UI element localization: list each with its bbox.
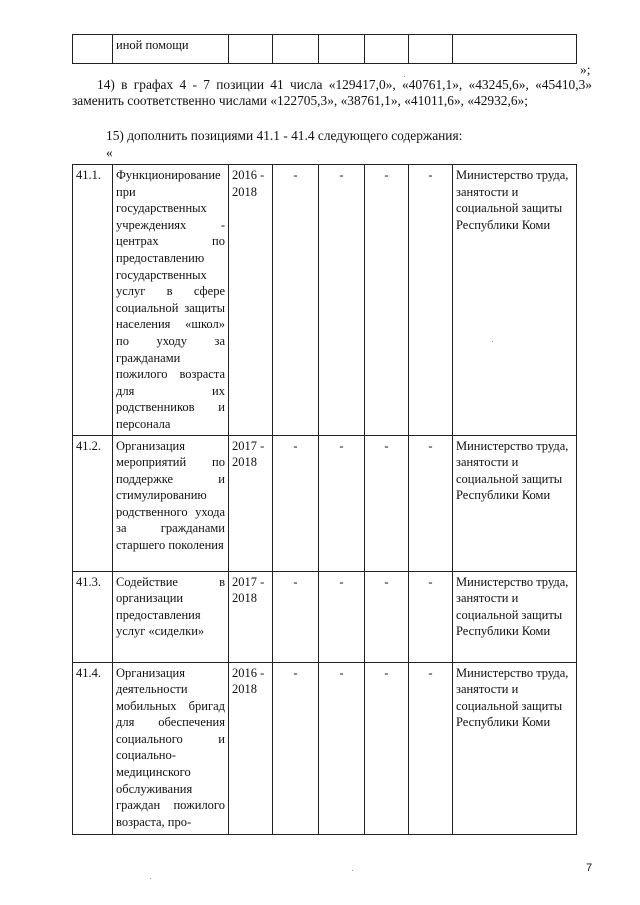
position-col4: - xyxy=(273,435,319,571)
position-col4: - xyxy=(273,571,319,662)
position-col6: - xyxy=(365,662,409,834)
position-col7: - xyxy=(409,662,453,834)
position-number: 41.2. xyxy=(73,435,113,571)
paragraph-14: 14) в графах 4 - 7 позиции 41 числа «129417,0», «40761,1», «43245,6», «45410,3» заменить соответственно числами «122705,3», «38761,1», «41011,6», «42932,6»; xyxy=(72,77,592,109)
table-row-41-3 xyxy=(73,571,577,662)
position-col5: - xyxy=(319,662,365,834)
page-number: 7 xyxy=(586,862,593,874)
position-number: 41.3. xyxy=(73,571,113,662)
scan-speck xyxy=(352,870,353,871)
position-col5: - xyxy=(319,571,365,662)
position-col6: - xyxy=(365,165,409,436)
position-col7: - xyxy=(409,165,453,436)
opening-quote: « xyxy=(106,145,113,160)
position-name: Функционирование при государственных учреждениях - центрах по предоставлению государственных услуг в сфере социальной защиты населения «школ» по уходу за гражданами пожилого возраста для их родственников и персонала xyxy=(113,165,229,436)
scan-speck xyxy=(150,878,151,879)
cell-name: иной помощи xyxy=(113,35,229,64)
position-col7: - xyxy=(409,435,453,571)
position-period: 2016 - 2018 xyxy=(229,165,273,436)
position-col4: - xyxy=(273,165,319,436)
position-executor: Министерство труда, занятости и социальной защиты Республики Коми xyxy=(453,571,577,662)
table-row-41-1 xyxy=(73,165,577,436)
cell-num xyxy=(73,35,113,64)
position-number: 41.4. xyxy=(73,662,113,834)
position-name: Содействие в организации предоставления услуг «сиделки» xyxy=(113,571,229,662)
position-col6: - xyxy=(365,435,409,571)
position-name: Организация деятельности мобильных бригад для обеспечения социального и социально-медицинского обслуживания граждан пожилого возраста, про- xyxy=(113,662,229,834)
position-period: 2016 - 2018 xyxy=(229,662,273,834)
paragraph-15: 15) дополнить позициями 41.1 - 41.4 следующего содержания: xyxy=(106,128,463,143)
position-col5: - xyxy=(319,435,365,571)
table-row-41-4 xyxy=(73,662,577,834)
position-executor: Министерство труда, занятости и социальной защиты Республики Коми xyxy=(453,435,577,571)
closing-quote: »; xyxy=(580,62,591,77)
cell-period xyxy=(229,35,273,64)
scan-speck xyxy=(492,341,493,342)
position-col7: - xyxy=(409,571,453,662)
position-period: 2017 - 2018 xyxy=(229,571,273,662)
positions-table xyxy=(72,164,577,835)
position-col6: - xyxy=(365,571,409,662)
position-name: Организация мероприятий по поддержке и стимулированию родственного ухода за гражданами старшего поколения xyxy=(113,435,229,571)
position-number: 41.1. xyxy=(73,165,113,436)
cell-col6 xyxy=(365,35,409,64)
cell-col5 xyxy=(319,35,365,64)
position-period: 2017 - 2018 xyxy=(229,435,273,571)
table-row xyxy=(73,35,577,64)
position-col5: - xyxy=(319,165,365,436)
cell-col7 xyxy=(409,35,453,64)
position-executor: Министерство труда, занятости и социальной защиты Республики Коми xyxy=(453,662,577,834)
table-row-41-2 xyxy=(73,435,577,571)
cell-col4 xyxy=(273,35,319,64)
position-executor: Министерство труда, занятости и социальной защиты Республики Коми xyxy=(453,165,577,436)
cell-executor xyxy=(453,35,577,64)
continued-table xyxy=(72,34,577,64)
scan-speck xyxy=(404,76,405,77)
position-col4: - xyxy=(273,662,319,834)
